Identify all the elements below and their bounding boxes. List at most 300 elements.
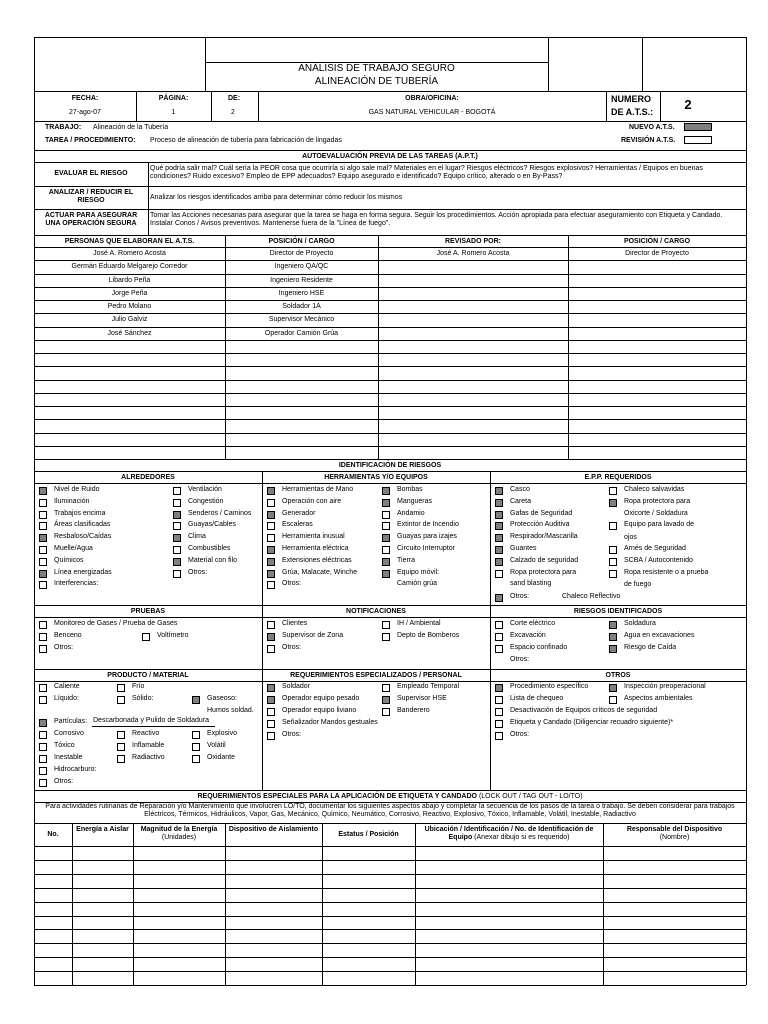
herramientas-item-label: Equipo móvil: [397, 569, 440, 576]
pruebas-item-checkbox[interactable] [142, 633, 150, 641]
producto-item-checkbox[interactable] [39, 731, 47, 739]
producto-item-label: Radiactivo [132, 754, 165, 761]
nuevo-ats-label: NUEVO A.T.S. [629, 124, 675, 131]
epp-otros-value: Chaleco Reflectivo [562, 593, 621, 600]
herramientas-item-checkbox[interactable] [382, 499, 390, 507]
herramientas-item-label: Guayas para izajes [397, 533, 457, 540]
table-cell: Libardo Peña [108, 277, 151, 284]
grid-line [415, 823, 416, 985]
alrededores-item-label: Iluminación [54, 498, 90, 505]
epp-item-label: SCBA / Autocontenido [624, 557, 693, 564]
grid-line [34, 287, 746, 288]
herramientas-item-checkbox[interactable] [267, 487, 275, 495]
req-esp-item-checkbox[interactable] [267, 696, 275, 704]
otros-item-label: Inspección preoperacional [624, 683, 706, 690]
producto-item-checkbox[interactable] [117, 743, 125, 751]
alrededores-item-checkbox[interactable] [39, 534, 47, 542]
riesgos-identificados-item-checkbox[interactable] [495, 633, 503, 641]
producto-item-label: Frío [132, 683, 145, 690]
equipo-movil-value: Camión grúa [397, 580, 438, 587]
fecha-label: FECHA: [71, 95, 99, 102]
epp-otros-checkbox[interactable] [495, 594, 503, 602]
producto-item-label: Inestable [54, 754, 83, 761]
epp-oxicorte-label: Oxicorte / Soldadura [624, 510, 688, 517]
req-esp-item-checkbox[interactable] [382, 708, 390, 716]
loto-title-suffix: (LOCK OUT / TAG OUT - LO/TO) [478, 793, 583, 800]
grid-line [34, 459, 35, 790]
alrededores-item-checkbox[interactable] [173, 522, 181, 530]
pruebas-item-label: Otros: [54, 644, 74, 651]
grid-line [34, 823, 746, 824]
epp-item-label: Calzado de seguridad [510, 557, 579, 564]
pagina-label: PÁGINA: [158, 95, 189, 102]
de-label: DE: [228, 95, 241, 102]
otros-item-checkbox[interactable] [609, 696, 617, 704]
alrededores-item-checkbox[interactable] [39, 558, 47, 566]
herramientas-item-label: Andamio [397, 510, 425, 517]
riesgos-identificados-item-label: Excavación [510, 632, 546, 639]
herramientas-item-checkbox[interactable] [382, 487, 390, 495]
riesgos-identificados-item-checkbox[interactable] [609, 645, 617, 653]
notificaciones-item-checkbox[interactable] [382, 633, 390, 641]
producto-item-checkbox[interactable] [117, 696, 125, 704]
alrededores-item-label: Otros: [188, 569, 208, 576]
notificaciones-item-checkbox[interactable] [382, 621, 390, 629]
alrededores-item-label: Nivel de Ruido [54, 486, 100, 493]
herramientas-item-checkbox[interactable] [267, 581, 275, 589]
req-esp-item-checkbox[interactable] [267, 684, 275, 692]
producto-title: PRODUCTO / MATERIAL [107, 672, 189, 679]
loto-header-no-text: No. [47, 831, 59, 838]
alrededores-item-checkbox[interactable] [39, 499, 47, 507]
epp-item-checkbox[interactable] [609, 487, 617, 495]
grid-line [34, 366, 746, 367]
loto-header-magnitud-sub: (Unidades) [161, 834, 197, 842]
notificaciones-item-checkbox[interactable] [267, 645, 275, 653]
document-title: ANÁLISIS DE TRABAJO SEGURO [298, 63, 455, 74]
loto-header-energia [74, 826, 131, 834]
loto-header-responsable-text: Responsable del Dispositivo [626, 826, 723, 833]
req-esp-item-checkbox[interactable] [382, 684, 390, 692]
herramientas-item-checkbox[interactable] [382, 558, 390, 566]
riesgos-identificados-item-checkbox[interactable] [495, 621, 503, 629]
tarea-value: Proceso de alineación de tubería para fabricación de lingadas [150, 137, 342, 144]
particulas-label: Partículas: [54, 718, 88, 725]
alrededores-item-label: Combustibles [188, 545, 231, 552]
grid-line [34, 902, 746, 903]
table-cell: Soldador 1A [282, 303, 321, 310]
producto-item-checkbox[interactable] [192, 743, 200, 751]
otros-item-label: Otros: [510, 731, 530, 738]
req-esp-item-label: Supervisor HSE [397, 695, 447, 702]
numero-label-line1: NUMERO [611, 94, 651, 104]
producto-item-checkbox[interactable] [192, 755, 200, 763]
producto-item-label: Gaseoso: [207, 695, 237, 702]
epp-item-label: Ropa protectora para [510, 569, 577, 576]
otros-item-label: Etiqueta y Candado (Diligenciar recuadro siguiente)* [510, 719, 674, 726]
particulas-checkbox[interactable] [39, 719, 47, 727]
alrededores-item-label: Interferencias: [54, 580, 99, 587]
epp-item-label: Casco [510, 486, 530, 493]
producto-item-label: Caliente [54, 683, 80, 690]
herramientas-item-checkbox[interactable] [267, 499, 275, 507]
pruebas-item-checkbox[interactable] [39, 633, 47, 641]
alrededores-item-label: Ventilación [188, 486, 222, 493]
grid-line [34, 353, 746, 354]
grid-line [72, 823, 73, 985]
grid-line [34, 313, 746, 314]
grid-line [225, 823, 226, 985]
grid-line [34, 340, 746, 341]
notificaciones-item-label: IH / Ambiental [397, 620, 441, 627]
alrededores-item-checkbox[interactable] [39, 487, 47, 495]
epp-fuego-label: de fuego [624, 581, 652, 588]
table-cell: José A. Romero Acosta [93, 250, 166, 257]
producto-item-label: Inflamable [132, 742, 165, 749]
table-cell: Operador Camión Grúa [264, 330, 339, 337]
tarea-label: TAREA / PROCEDIMIENTO: [45, 137, 136, 144]
producto-item-checkbox[interactable] [39, 767, 47, 775]
table-cell: Ingeniero QA/QC [274, 263, 329, 270]
epp-item-label: Equipo para lavado de [624, 521, 695, 528]
apt-analizar-label: ANALIZAR / REDUCIR EL RIESGO [48, 189, 134, 205]
producto-item-label: Líquido: [54, 695, 79, 702]
epp-ojos-label: ojos [624, 534, 637, 541]
alrededores-item-label: Resbaloso/Caídas [54, 533, 112, 540]
loto-header-no [36, 831, 70, 839]
loto-header-estatus-text: Estatus / Posición [338, 831, 399, 838]
producto-item-checkbox[interactable] [192, 731, 200, 739]
herramientas-item-checkbox[interactable] [267, 558, 275, 566]
riesgos-identificados-item-label: Riesgo de Caída [624, 644, 677, 651]
epp-item-checkbox[interactable] [495, 546, 503, 554]
alrededores-title: ALREDEDORES [121, 474, 175, 481]
herramientas-item-label: Herramientas de Mano [282, 486, 354, 493]
alrededores-item-checkbox[interactable] [39, 511, 47, 519]
otros-item-checkbox[interactable] [495, 708, 503, 716]
epp-otros-label: Otros: [510, 593, 530, 600]
table-cell: Julio Galviz [111, 316, 148, 323]
alrededores-item-checkbox[interactable] [173, 499, 181, 507]
alrededores-item-label: Clima [188, 533, 206, 540]
loto-title [34, 793, 746, 801]
epp-item-label: Arnés de Seguridad [624, 545, 686, 552]
apt-analizar-text: Analizar los riesgos identificados arriba para determinar cómo reducir los mismos [150, 194, 403, 201]
alrededores-item-label: Trabajos encima [54, 510, 106, 517]
epp-item-label: Ropa protectora para [624, 498, 691, 505]
loto-header-ubicacion-text: Ubicación / Identificación / No. de Identificación de Equipo [424, 826, 594, 842]
producto-item-label: Hidrocarburo: [54, 766, 97, 773]
grid-line [34, 681, 746, 682]
alrededores-item-checkbox[interactable] [173, 534, 181, 542]
grid-line [34, 929, 746, 930]
epp-item-checkbox[interactable] [609, 546, 617, 554]
otros-item-label: Desactivación de Equipos críticos de seguridad [510, 707, 658, 714]
req-esp-item-label: Otros: [282, 731, 302, 738]
particulas-value: Descarbonada y Pulido de Soldadura [93, 717, 209, 724]
personas-header-elaboran: PERSONAS QUE ELABORAN EL A.T.S. [64, 238, 195, 245]
epp-item-label: Respirador/Mascarilla [510, 533, 578, 540]
alrededores-item-checkbox[interactable] [173, 558, 181, 566]
riesgos-identificados-item-checkbox[interactable] [495, 645, 503, 653]
personas-header-cargo-revisor: POSICIÓN / CARGO [623, 238, 691, 245]
apt-actuar-label: ACTUAR PARA ASEGURAR UNA OPERACIÓN SEGURA [44, 212, 138, 228]
producto-item-checkbox[interactable] [39, 779, 47, 787]
otros-title: OTROS [605, 672, 631, 679]
req-esp-item-label: Señalizador Mandos gestuales [282, 719, 378, 726]
producto-item-label: Explosivo [207, 730, 237, 737]
riesgos-identificados-item-checkbox[interactable] [609, 621, 617, 629]
herramientas-item-checkbox[interactable] [382, 522, 390, 530]
grid-line [490, 669, 491, 790]
grid-line [34, 669, 746, 670]
producto-item-checkbox[interactable] [39, 743, 47, 751]
grid-line [34, 790, 746, 791]
alrededores-item-checkbox[interactable] [173, 546, 181, 554]
req-esp-item-checkbox[interactable] [382, 696, 390, 704]
grid-line [34, 957, 746, 958]
grid-line [92, 726, 215, 727]
alrededores-item-checkbox[interactable] [173, 487, 181, 495]
alrededores-item-checkbox[interactable] [39, 570, 47, 578]
herramientas-item-checkbox[interactable] [267, 570, 275, 578]
apt-title: AUTOEVALUACIÓN PREVIA DE LAS TAREAS (A.P.T.) [302, 153, 478, 160]
grid-line [34, 393, 746, 394]
epp-item-checkbox[interactable] [495, 487, 503, 495]
herramientas-item-label: Escaleras [282, 521, 313, 528]
epp-item-label: Chaleco salvavidas [624, 486, 685, 493]
herramientas-item-checkbox[interactable] [267, 522, 275, 530]
herramientas-item-label: Mangueras [397, 498, 433, 505]
loto-header-estatus [324, 831, 413, 839]
otros-item-checkbox[interactable] [495, 732, 503, 740]
producto-item-label: Oxidante [207, 754, 236, 761]
otros-item-label: Lista de chequeo [510, 695, 564, 702]
numero-value: 2 [684, 97, 692, 112]
riesgos-identificados-item-label: Agua en excavaciones [624, 632, 695, 639]
pruebas-item-checkbox[interactable] [39, 645, 47, 653]
alrededores-item-label: Congestión [188, 498, 224, 505]
apt-evaluar-text: Qué podría salir mal? Cuál sería la PEOR cosa que ocurriría si algo sale mal? Materiales en el lugar? Riesgos eléctricos? Riesgos explosivos? Herramientas / Equipos en buenas condiciones? Ruido excesivo? Empleo de EPP adecuados? Equipo asegurado e identificado? Equipo crítico, alterado o en By-Pass? [150, 165, 703, 181]
alrededores-item-checkbox[interactable] [173, 570, 181, 578]
grid-line [34, 260, 746, 261]
req-esp-item-checkbox[interactable] [267, 708, 275, 716]
epp-item-checkbox[interactable] [609, 558, 617, 566]
loto-header-magnitud [135, 826, 223, 842]
herramientas-item-label: Extensiones eléctricas [282, 557, 352, 564]
herramientas-item-label: Herramienta eléctrica [282, 545, 349, 552]
epp-item-label: Gafas de Seguridad [510, 510, 573, 517]
epp-item-label: Careta [510, 498, 532, 505]
loto-header-responsable-sub: (Nombre) [659, 834, 690, 842]
table-cell: Supervisor Mecánico [268, 316, 335, 323]
epp-item-checkbox[interactable] [609, 522, 617, 530]
grid-line [262, 471, 263, 790]
herramientas-item-label: Extintor de Incendio [397, 521, 459, 528]
epp-item-checkbox[interactable] [495, 534, 503, 542]
table-cell: José Sánchez [107, 330, 152, 337]
grid-line [34, 860, 746, 861]
grid-line [34, 916, 746, 917]
otros-item-label: Aspectos ambientales [624, 695, 693, 702]
notificaciones-title: NOTIFICACIONES [346, 608, 406, 615]
pruebas-item-label: Benceno [54, 632, 82, 639]
epp-item-checkbox[interactable] [495, 558, 503, 566]
req-esp-item-checkbox[interactable] [267, 732, 275, 740]
pruebas-item-checkbox[interactable] [39, 621, 47, 629]
grid-line [322, 823, 323, 985]
otros-item-label: Procedimiento específico [510, 683, 589, 690]
grid-line [568, 235, 569, 459]
revision-ats-label: REVISIÓN A.T.S. [621, 137, 676, 144]
herramientas-item-label: Generador [282, 510, 316, 517]
herramientas-item-checkbox[interactable] [382, 534, 390, 542]
pruebas-item-label: Voltímetro [157, 632, 189, 639]
riesgos-identificados-title: RIESGOS IDENTIFICADOS [573, 608, 663, 615]
epp-item-checkbox[interactable] [495, 511, 503, 519]
grid-line [603, 823, 604, 985]
producto-item-checkbox[interactable] [117, 731, 125, 739]
grid-line [378, 235, 379, 459]
notificaciones-item-label: Depto de Bomberos [397, 632, 460, 639]
loto-header-responsable [605, 826, 744, 842]
epp-item-label: Protección Auditiva [510, 521, 570, 528]
alrededores-item-label: Muelle/Agua [54, 545, 93, 552]
grid-line [34, 483, 746, 484]
producto-item-label: Tóxico [54, 742, 75, 749]
epp-item-label: Ropa resistente o a prueba [624, 569, 709, 576]
riesgos-identificados-item-label: Espacio confinado [510, 644, 568, 651]
loto-header-ubicacion [417, 826, 601, 842]
grid-line [34, 433, 746, 434]
epp-item-checkbox[interactable] [609, 570, 617, 578]
producto-item-label: Corrosivo [54, 730, 84, 737]
herramientas-item-checkbox[interactable] [267, 511, 275, 519]
req-esp-item-label: Banderero [397, 707, 430, 714]
alrededores-item-label: Químicos [54, 557, 84, 564]
herramientas-item-checkbox[interactable] [267, 534, 275, 542]
grid-line [34, 247, 746, 248]
grid-line [34, 888, 746, 889]
numero-label-line2: DE A.T.S.: [611, 107, 654, 117]
herramientas-item-checkbox[interactable] [382, 570, 390, 578]
producto-item-checkbox[interactable] [39, 696, 47, 704]
producto-item-checkbox[interactable] [39, 755, 47, 763]
table-cell: Pedro Molano [107, 303, 152, 310]
producto-item-label: Reactivo [132, 730, 160, 737]
herramientas-item-label: Operación con aire [282, 498, 342, 505]
epp-sand-blasting-label: sand blasting [510, 580, 552, 587]
herramientas-item-label: Grúa, Malacate, Winche [282, 569, 358, 576]
document-subtitle: ALINEACIÓN DE TUBERÍA [314, 76, 439, 87]
epp-item-checkbox[interactable] [495, 522, 503, 530]
table-cell: Ingeniero Residente [270, 277, 333, 284]
grid-line [34, 471, 746, 472]
obra-label: OBRA/OFICINA: [405, 95, 459, 102]
grid-line [34, 617, 746, 618]
herramientas-item-checkbox[interactable] [382, 511, 390, 519]
producto-item-checkbox[interactable] [117, 755, 125, 763]
notificaciones-item-label: Supervisor de Zona [282, 632, 344, 639]
alrededores-item-checkbox[interactable] [39, 546, 47, 554]
producto-item-label: Sólido: [132, 695, 154, 702]
riesgos-title: IDENTIFICACIÓN DE RIESGOS [338, 462, 442, 469]
notificaciones-item-label: Otros: [282, 644, 302, 651]
revision-ats-checkbox[interactable] [684, 136, 712, 144]
herramientas-item-checkbox[interactable] [382, 546, 390, 554]
loto-header-energia-text: Energía a Aislar [76, 826, 129, 833]
producto-item-label: Otros: [54, 778, 74, 785]
epp-item-checkbox[interactable] [609, 499, 617, 507]
alrededores-item-label: Senderos / Caminos [188, 510, 252, 517]
req-esp-title: REQUERIMIENTOS ESPECIALIZADOS / PERSONAL [290, 672, 462, 679]
nuevo-ats-checkbox[interactable] [684, 123, 712, 131]
alrededores-item-checkbox[interactable] [39, 522, 47, 530]
producto-item-checkbox[interactable] [39, 684, 47, 692]
alrededores-item-label: Guayas/Cables [188, 521, 236, 528]
alrededores-item-label: Material con filo [188, 557, 238, 564]
herramientas-title: HERRAMIENTAS Y/O EQUIPOS [324, 474, 428, 481]
otros-item-checkbox[interactable] [495, 696, 503, 704]
req-esp-item-label: Operador equipo liviano [282, 707, 357, 714]
grid-line [490, 471, 491, 669]
personas-header-cargo: POSICIÓN / CARGO [268, 238, 335, 245]
epp-item-checkbox[interactable] [495, 570, 503, 578]
epp-item-label: Guantes [510, 545, 537, 552]
notificaciones-item-label: Clientes [282, 620, 308, 627]
table-cell: Ingeniero HSE [278, 290, 325, 297]
pruebas-title: PRUEBAS [130, 608, 166, 615]
grid-line [34, 943, 746, 944]
grid-line [34, 874, 746, 875]
grid-line [34, 446, 746, 447]
grid-line [34, 274, 746, 275]
producto-item-checkbox[interactable] [192, 696, 200, 704]
alrededores-item-checkbox[interactable] [173, 511, 181, 519]
grid-line [34, 327, 746, 328]
notificaciones-item-checkbox[interactable] [267, 621, 275, 629]
table-cell: Director de Proyecto [269, 250, 334, 257]
otros-item-checkbox[interactable] [495, 720, 503, 728]
req-esp-item-checkbox[interactable] [267, 720, 275, 728]
riesgos-identificados-item-checkbox[interactable] [609, 633, 617, 641]
herramientas-item-label: Tierra [397, 557, 416, 564]
loto-header-dispositivo-text: Dispositivo de Aislamiento [228, 826, 319, 833]
trabajo-value: Alineación de la Tubería [93, 124, 169, 131]
producto-item-checkbox[interactable] [117, 684, 125, 692]
herramientas-item-checkbox[interactable] [267, 546, 275, 554]
personas-header-revisado: REVISADO POR: [444, 238, 501, 245]
herramientas-item-label: Bombas [397, 486, 423, 493]
otros-item-checkbox[interactable] [609, 684, 617, 692]
epp-item-checkbox[interactable] [495, 499, 503, 507]
alrededores-item-checkbox[interactable] [39, 581, 47, 589]
grid-line [34, 459, 746, 460]
de-value: 2 [231, 109, 235, 116]
grid-line [746, 823, 747, 985]
table-cell: Jorge Peña [111, 290, 148, 297]
notificaciones-item-checkbox[interactable] [267, 633, 275, 641]
req-esp-item-label: Empleado Temporal [397, 683, 460, 690]
herramientas-item-label: Circuito Interruptor [397, 545, 455, 552]
herramientas-item-label: Herramienta inusual [282, 533, 345, 540]
table-cell: Director de Proyecto [625, 250, 689, 257]
loto-header-magnitud-text: Magnitud de la Energía [140, 826, 218, 833]
trabajo-label: TRABAJO: [45, 124, 82, 131]
loto-header-dispositivo [227, 826, 320, 834]
riesgos-identificados-item-label: Soldadura [624, 620, 656, 627]
otros-item-checkbox[interactable] [495, 684, 503, 692]
